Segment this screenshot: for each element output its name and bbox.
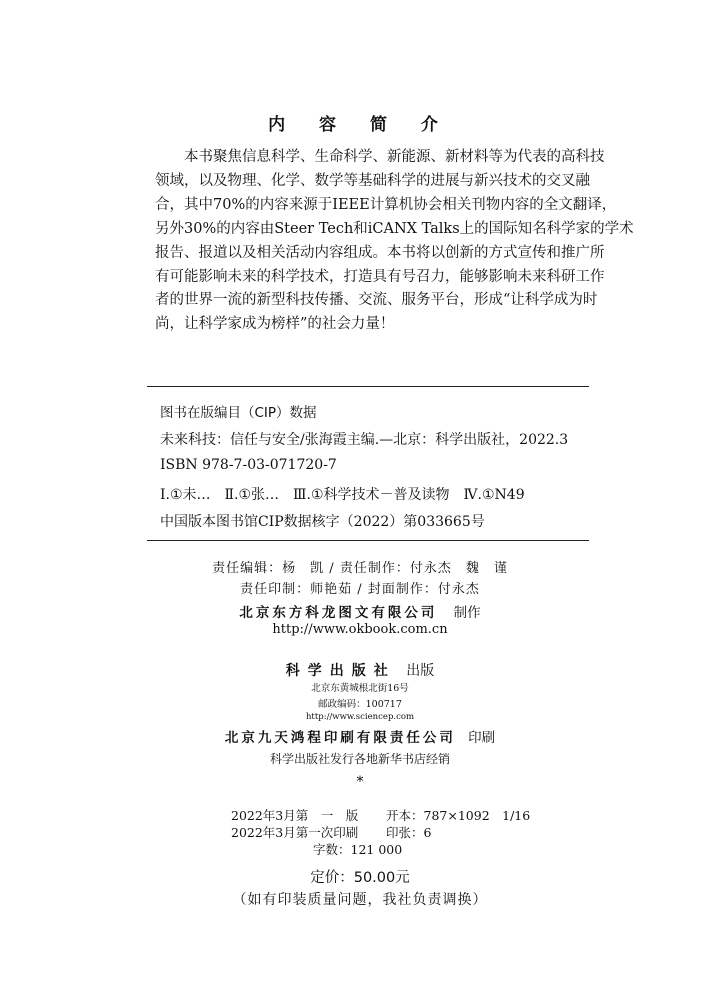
intro-line: 合，其中70%的内容来源于IEEE计算机协会相关刊物内容的全文翻译， <box>155 196 617 213</box>
credit-printing: 责任印制：师艳茹 / 封面制作：付永杰 <box>240 582 480 597</box>
intro-paragraph <box>155 146 634 337</box>
quality-note: （如有印装质量问题，我社负责调换） <box>232 892 488 908</box>
word-count: 字数：121 000 <box>313 842 403 857</box>
cip-number: 中国版本图书馆CIP数据核字（2022）第033665号 <box>160 514 485 530</box>
cip-classification: Ⅰ.①未… Ⅱ.①张… Ⅲ.①科学技术－普及读物 Ⅳ.①N49 <box>160 487 525 503</box>
intro-line: 领域，以及物理、化学、数学等基础科学的进展与新兴技术的交叉融 <box>155 172 590 189</box>
publisher-address: 北京东黄城根北街16号 <box>311 683 409 694</box>
intro-line: 报告、报道以及相关活动内容组成。本书将以创新的方式宣传和推广所 <box>155 244 605 261</box>
publisher-role: 出版 <box>406 663 435 679</box>
producer-line <box>0 601 720 621</box>
book-format: 开本：787×1092 1/16 <box>386 808 531 823</box>
printer-name: 北京九天鸿程印刷有限责任公司 <box>224 730 456 746</box>
price: 定价：50.00元 <box>310 870 410 886</box>
separator-star: * <box>356 774 364 790</box>
cip-heading: 图书在版编目（CIP）数据 <box>160 405 317 421</box>
printer-role: 印刷 <box>468 730 496 746</box>
producer-name: 北京东方科龙图文有限公司 <box>239 605 438 621</box>
producer-role: 制作 <box>453 605 481 621</box>
edition-date: 2022年3月第 一 版 <box>231 808 359 823</box>
cip-bottom-rule <box>147 540 589 541</box>
publisher-name: 科学出版社 <box>285 663 396 679</box>
cip-isbn: ISBN 978-7-03-071720-7 <box>160 457 337 473</box>
intro-line: 者的世界一流的新型科技传播、交流、服务平台，形成“让科学成为时 <box>155 292 598 309</box>
producer-url: http://www.okbook.com.cn <box>272 622 448 637</box>
intro-title: 内 容 简 介 <box>268 115 452 135</box>
distribution: 科学出版社发行各地新华书店经销 <box>269 752 450 766</box>
intro-line: 另外30%的内容由Steer Tech和iCANX Talks上的国际知名科学家的学术 <box>155 220 634 237</box>
intro-line: 本书聚焦信息科学、生命科学、新能源、新材料等为代表的高科技 <box>184 149 605 165</box>
publisher-url: http://www.sciencep.com <box>305 712 415 722</box>
cip-top-rule <box>147 386 589 387</box>
credit-editors: 责任编辑：杨 凯 / 责任制作：付永杰 魏 谨 <box>212 561 508 576</box>
intro-line: 有可能影响未来的科学技术，打造具有号召力，能够影响未来科研工作 <box>155 268 605 285</box>
printing-date: 2022年3月第一次印刷 <box>231 825 359 840</box>
publisher-line <box>0 660 720 680</box>
publisher-postcode: 邮政编码：100717 <box>318 699 402 710</box>
printed-sheets: 印张：6 <box>386 825 432 840</box>
cip-title-line: 未来科技：信任与安全/张海霞主编.—北京：科学出版社，2022.3 <box>160 432 569 448</box>
printer-line <box>0 726 720 746</box>
intro-line: 尚，让科学家成为榜样”的社会力量！ <box>155 316 395 333</box>
